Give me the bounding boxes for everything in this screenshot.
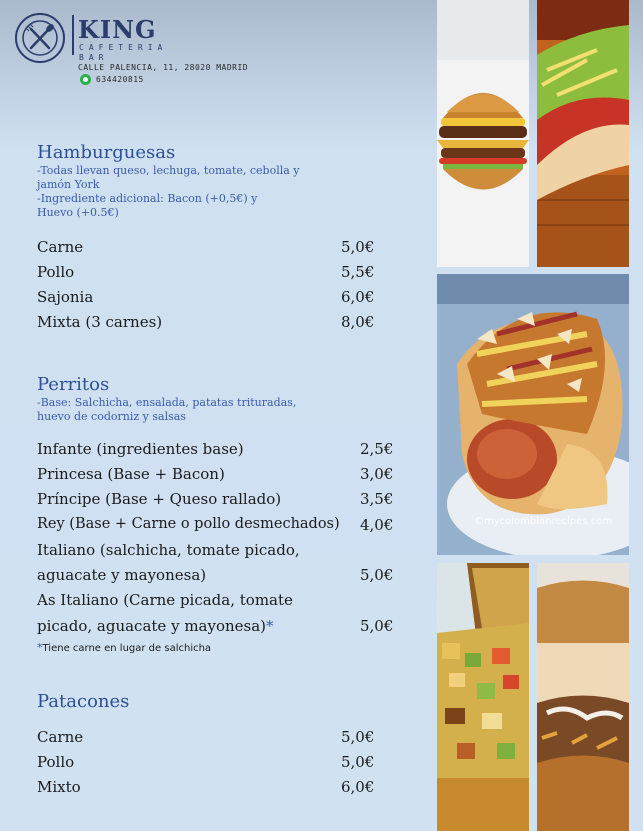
section-title-perritos: Perritos <box>37 374 110 395</box>
asterisk-mark: * <box>266 617 274 635</box>
menu-item-price: 2,5€ <box>360 440 394 458</box>
photo-watermark: ©mycolombianrecipes.com <box>474 516 613 527</box>
menu-item-name: Pollo <box>37 263 75 281</box>
menu-item-name: Carne <box>37 728 84 746</box>
footnote <box>37 641 211 654</box>
menu-item-name: Príncipe (Base + Queso rallado) <box>37 490 282 508</box>
phone-number: 634420815 <box>96 75 144 84</box>
menu-item-name-line2-wrap <box>37 617 274 635</box>
menu-item-price: 5,0€ <box>360 617 394 635</box>
brand-subtitle: CAFETERIA <box>79 43 168 52</box>
menu-item-price: 5,0€ <box>341 753 375 771</box>
hotdog-guacamole-photo <box>537 0 629 267</box>
whatsapp-icon <box>80 74 91 85</box>
menu-item-price: 3,5€ <box>360 490 394 508</box>
menu-item-price: 6,0€ <box>341 288 375 306</box>
menu-item-price: 5,0€ <box>360 566 394 584</box>
menu-item-name: Mixto <box>37 778 81 796</box>
note-line: -Base: Salchicha, ensalada, patatas trituradas, <box>37 396 297 409</box>
address: CALLE PALENCIA, 11, 28020 MADRID <box>78 63 249 72</box>
patacon-photo-right <box>537 563 629 831</box>
note-line: jamón York <box>37 178 100 191</box>
menu-item-name: Mixta (3 carnes) <box>37 313 163 331</box>
logo-divider <box>72 15 74 55</box>
menu-item-name-line2: aguacate y mayonesa) <box>37 566 207 584</box>
menu-item-price: 5,0€ <box>341 728 375 746</box>
menu-item-name-line1: As Italiano (Carne picada, tomate <box>37 591 293 609</box>
menu-item-name-line1: Italiano (salchicha, tomate picado, <box>37 541 300 559</box>
menu-item-name: Princesa (Base + Bacon) <box>37 465 225 483</box>
footnote-text: Tiene carne en lugar de salchicha <box>42 643 212 654</box>
phone-row <box>80 74 144 85</box>
menu-item-name: Sajonia <box>37 288 94 306</box>
menu-item-price: 3,0€ <box>360 465 394 483</box>
menu-item-name: Rey (Base + Carne o pollo desmechados) <box>37 516 340 532</box>
menu-item-name: Infante (ingredientes base) <box>37 440 244 458</box>
menu-item-price: 4,0€ <box>360 516 394 534</box>
note-line: huevo de codorniz y salsas <box>37 410 186 423</box>
perritos-note <box>37 396 296 424</box>
menu-item-price: 5,5€ <box>341 263 375 281</box>
menu-item-name-line2: picado, aguacate y mayonesa) <box>37 617 267 635</box>
menu-item-name: Pollo <box>37 753 75 771</box>
note-line: Huevo (+0.5€) <box>37 206 119 219</box>
section-title-hamburguesas: Hamburguesas <box>37 142 176 163</box>
menu-item-price: 8,0€ <box>341 313 375 331</box>
menu-item-price: 5,0€ <box>341 238 375 256</box>
hamburguesas-note <box>37 164 300 220</box>
burger-photo <box>437 0 529 267</box>
brand-subtitle-bar: BAR <box>79 53 109 62</box>
section-title-patacones: Patacones <box>37 691 130 712</box>
hotdog-photo <box>437 274 629 555</box>
footnote-asterisk: * <box>37 641 43 654</box>
note-line: -Todas llevan queso, lechuga, tomate, cebolla y <box>37 164 300 177</box>
patacon-photo-left <box>437 563 529 831</box>
menu-item-price: 6,0€ <box>341 778 375 796</box>
menu-item-name: Carne <box>37 238 84 256</box>
brand-name: KING <box>78 15 157 44</box>
note-line: -Ingrediente adicional: Bacon (+0,5€) y <box>37 192 258 205</box>
fork-knife-icon <box>15 13 65 63</box>
